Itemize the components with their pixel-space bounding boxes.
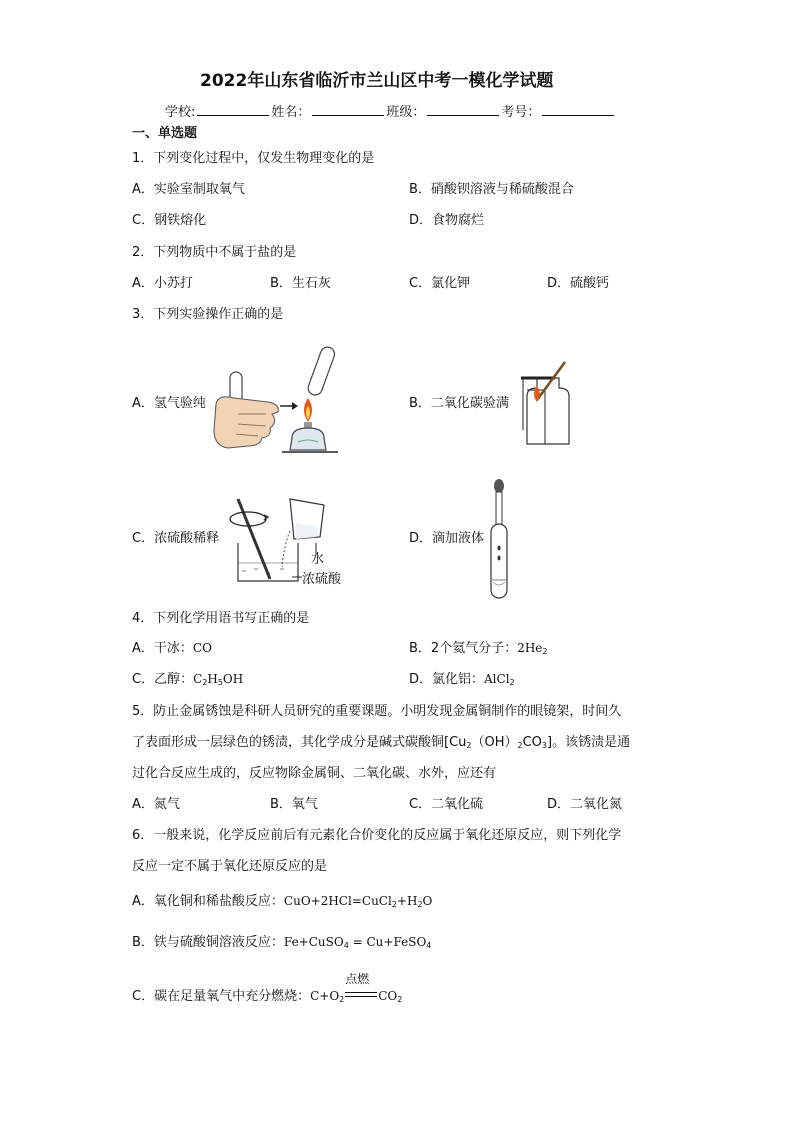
q6-c-s2: 2 <box>397 995 403 1004</box>
fig-c-acid-label: 浓硫酸 <box>302 572 342 587</box>
q1-stem: 1．下列变化过程中，仅发生物理变化的是 <box>132 151 375 166</box>
q5-option-d[interactable]: D．二氧化氮 <box>547 797 623 812</box>
q6-b-s2: 4 <box>426 941 432 950</box>
q3-option-a[interactable]: A．氢气验纯 <box>132 396 206 411</box>
q5-l2-c: CO <box>522 735 542 750</box>
q4-b-formula: 2He <box>517 641 543 655</box>
q4-c-f3: OH <box>222 672 244 686</box>
class-blank[interactable] <box>427 104 499 116</box>
q4-d-formula: AlCl <box>484 672 510 686</box>
q4-b-text: B．2个氦气分子： <box>409 641 518 656</box>
q4-a-text: A．干冰： <box>132 641 193 656</box>
q5-line1: 5．防止金属锈蚀是科研人员研究的重要课题。小明发现金属铜制作的眼镜架，时间久 <box>132 704 622 719</box>
q5-l2-b: （OH） <box>471 735 518 750</box>
q4-option-d[interactable] <box>409 673 515 687</box>
name-blank[interactable] <box>312 104 384 116</box>
q6-b-s1: 4 <box>343 941 349 950</box>
school-label: 学校: <box>165 105 196 120</box>
q5-l2-s2: 2 <box>517 741 523 750</box>
q6-c-equals <box>345 992 377 997</box>
q3-option-b[interactable]: B．二氧化碳验满 <box>409 396 509 411</box>
q6-a-s2: 2 <box>417 900 423 909</box>
school-blank[interactable] <box>197 104 269 116</box>
q5-l2-d: ]。该锈渍是通 <box>547 735 631 750</box>
q4-c-f2: H <box>207 672 218 686</box>
q5-l2-s1: 2 <box>466 741 472 750</box>
q2-stem: 2．下列物质中不属于盐的是 <box>132 245 297 260</box>
q3-stem: 3．下列实验操作正确的是 <box>132 307 284 322</box>
number-blank[interactable] <box>542 104 614 116</box>
q4-c-text: C．乙醇： <box>132 672 194 687</box>
q6-c-eq1: C+O <box>310 989 340 1003</box>
q6-c-text: C．碳在足量氧气中充分燃烧： <box>132 989 311 1004</box>
q4-b-sub: 2 <box>542 647 548 656</box>
q5-l2-s3: 3 <box>541 741 547 750</box>
fig-hydrogen-test <box>208 342 343 462</box>
q6-c-reaction-arrow <box>345 972 377 1000</box>
q4-d-text: D．氯化铝： <box>409 672 485 687</box>
q2-option-c[interactable]: C．氯化钾 <box>409 276 471 291</box>
q6-option-a[interactable] <box>132 895 432 909</box>
q3-option-d[interactable]: D．滴加液体 <box>409 531 485 546</box>
q6-line1: 6．一般来说，化学反应前后有元素化合价变化的反应属于氧化还原反应，则下列化学 <box>132 828 622 843</box>
fig-co2-test <box>515 360 575 450</box>
q4-c-f1: C <box>193 672 203 686</box>
q1-option-a[interactable]: A．实验室制取氧气 <box>132 182 245 197</box>
q6-c-s1: 2 <box>339 995 345 1004</box>
number-label: 考号： <box>501 105 541 120</box>
q4-c-s2: 5 <box>217 678 223 687</box>
q4-option-a[interactable] <box>132 642 212 655</box>
q5-line3: 过化合反应生成的，反应物除金属铜、二氧化碳、水外，应还有 <box>132 766 497 781</box>
q5-option-a[interactable]: A．氮气 <box>132 797 180 812</box>
q4-option-c[interactable] <box>132 673 243 687</box>
q4-d-sub: 2 <box>509 678 515 687</box>
q4-stem: 4．下列化学用语书写正确的是 <box>132 611 310 626</box>
q6-option-b[interactable] <box>132 936 431 950</box>
q1-option-d[interactable]: D．食物腐烂 <box>409 213 485 228</box>
q5-line2 <box>132 736 630 750</box>
q1-option-c[interactable]: C．钢铁熔化 <box>132 213 207 228</box>
class-label: 班级： <box>386 105 426 120</box>
q5-option-c[interactable]: C．二氧化硫 <box>409 797 484 812</box>
q6-b-eq2: = Cu+FeSO <box>348 935 427 949</box>
q1-option-b[interactable]: B．硝酸钡溶液与稀硫酸混合 <box>409 182 574 197</box>
fig-dropper <box>484 478 514 602</box>
q6-a-text: A．氧化铜和稀盐酸反应： <box>132 894 284 909</box>
q6-c-eq2: CO <box>378 989 398 1003</box>
q2-option-d[interactable]: D．硫酸钙 <box>547 276 610 291</box>
q6-line2: 反应一定不属于氧化还原反应的是 <box>132 859 328 874</box>
q2-option-b[interactable]: B．生石灰 <box>270 276 331 291</box>
q3-option-c[interactable]: C．浓硫酸稀释 <box>132 531 220 546</box>
q6-a-s1: 2 <box>391 900 397 909</box>
q4-c-s1: 2 <box>202 678 208 687</box>
q2-option-a[interactable]: A．小苏打 <box>132 276 193 291</box>
name-label: 姓名： <box>271 105 311 120</box>
q6-a-eq1: CuO+2HCl=CuCl <box>283 894 392 908</box>
section-heading: 一、单选题 <box>132 126 198 141</box>
fig-c-water-label: 水 <box>311 552 325 567</box>
q5-option-b[interactable]: B．氧气 <box>270 797 318 812</box>
page-title: 2022年山东省临沂市兰山区中考一模化学试题 <box>200 71 554 91</box>
q6-c-condition: 点燃 <box>345 972 370 986</box>
q6-b-text: B．铁与硫酸铜溶液反应： <box>132 935 284 950</box>
q5-l2-a: 了表面形成一层绿色的锈渍，其化学成分是碱式碳酸铜[Cu <box>132 735 467 750</box>
q6-a-eq3: O <box>422 894 433 908</box>
q4-a-formula: CO <box>192 641 212 655</box>
student-info-line <box>165 104 616 119</box>
q4-option-b[interactable] <box>409 642 548 656</box>
q6-b-eq1: Fe+CuSO <box>283 935 344 949</box>
q6-a-eq2: +H <box>396 894 418 908</box>
q6-option-c[interactable] <box>132 972 403 1004</box>
